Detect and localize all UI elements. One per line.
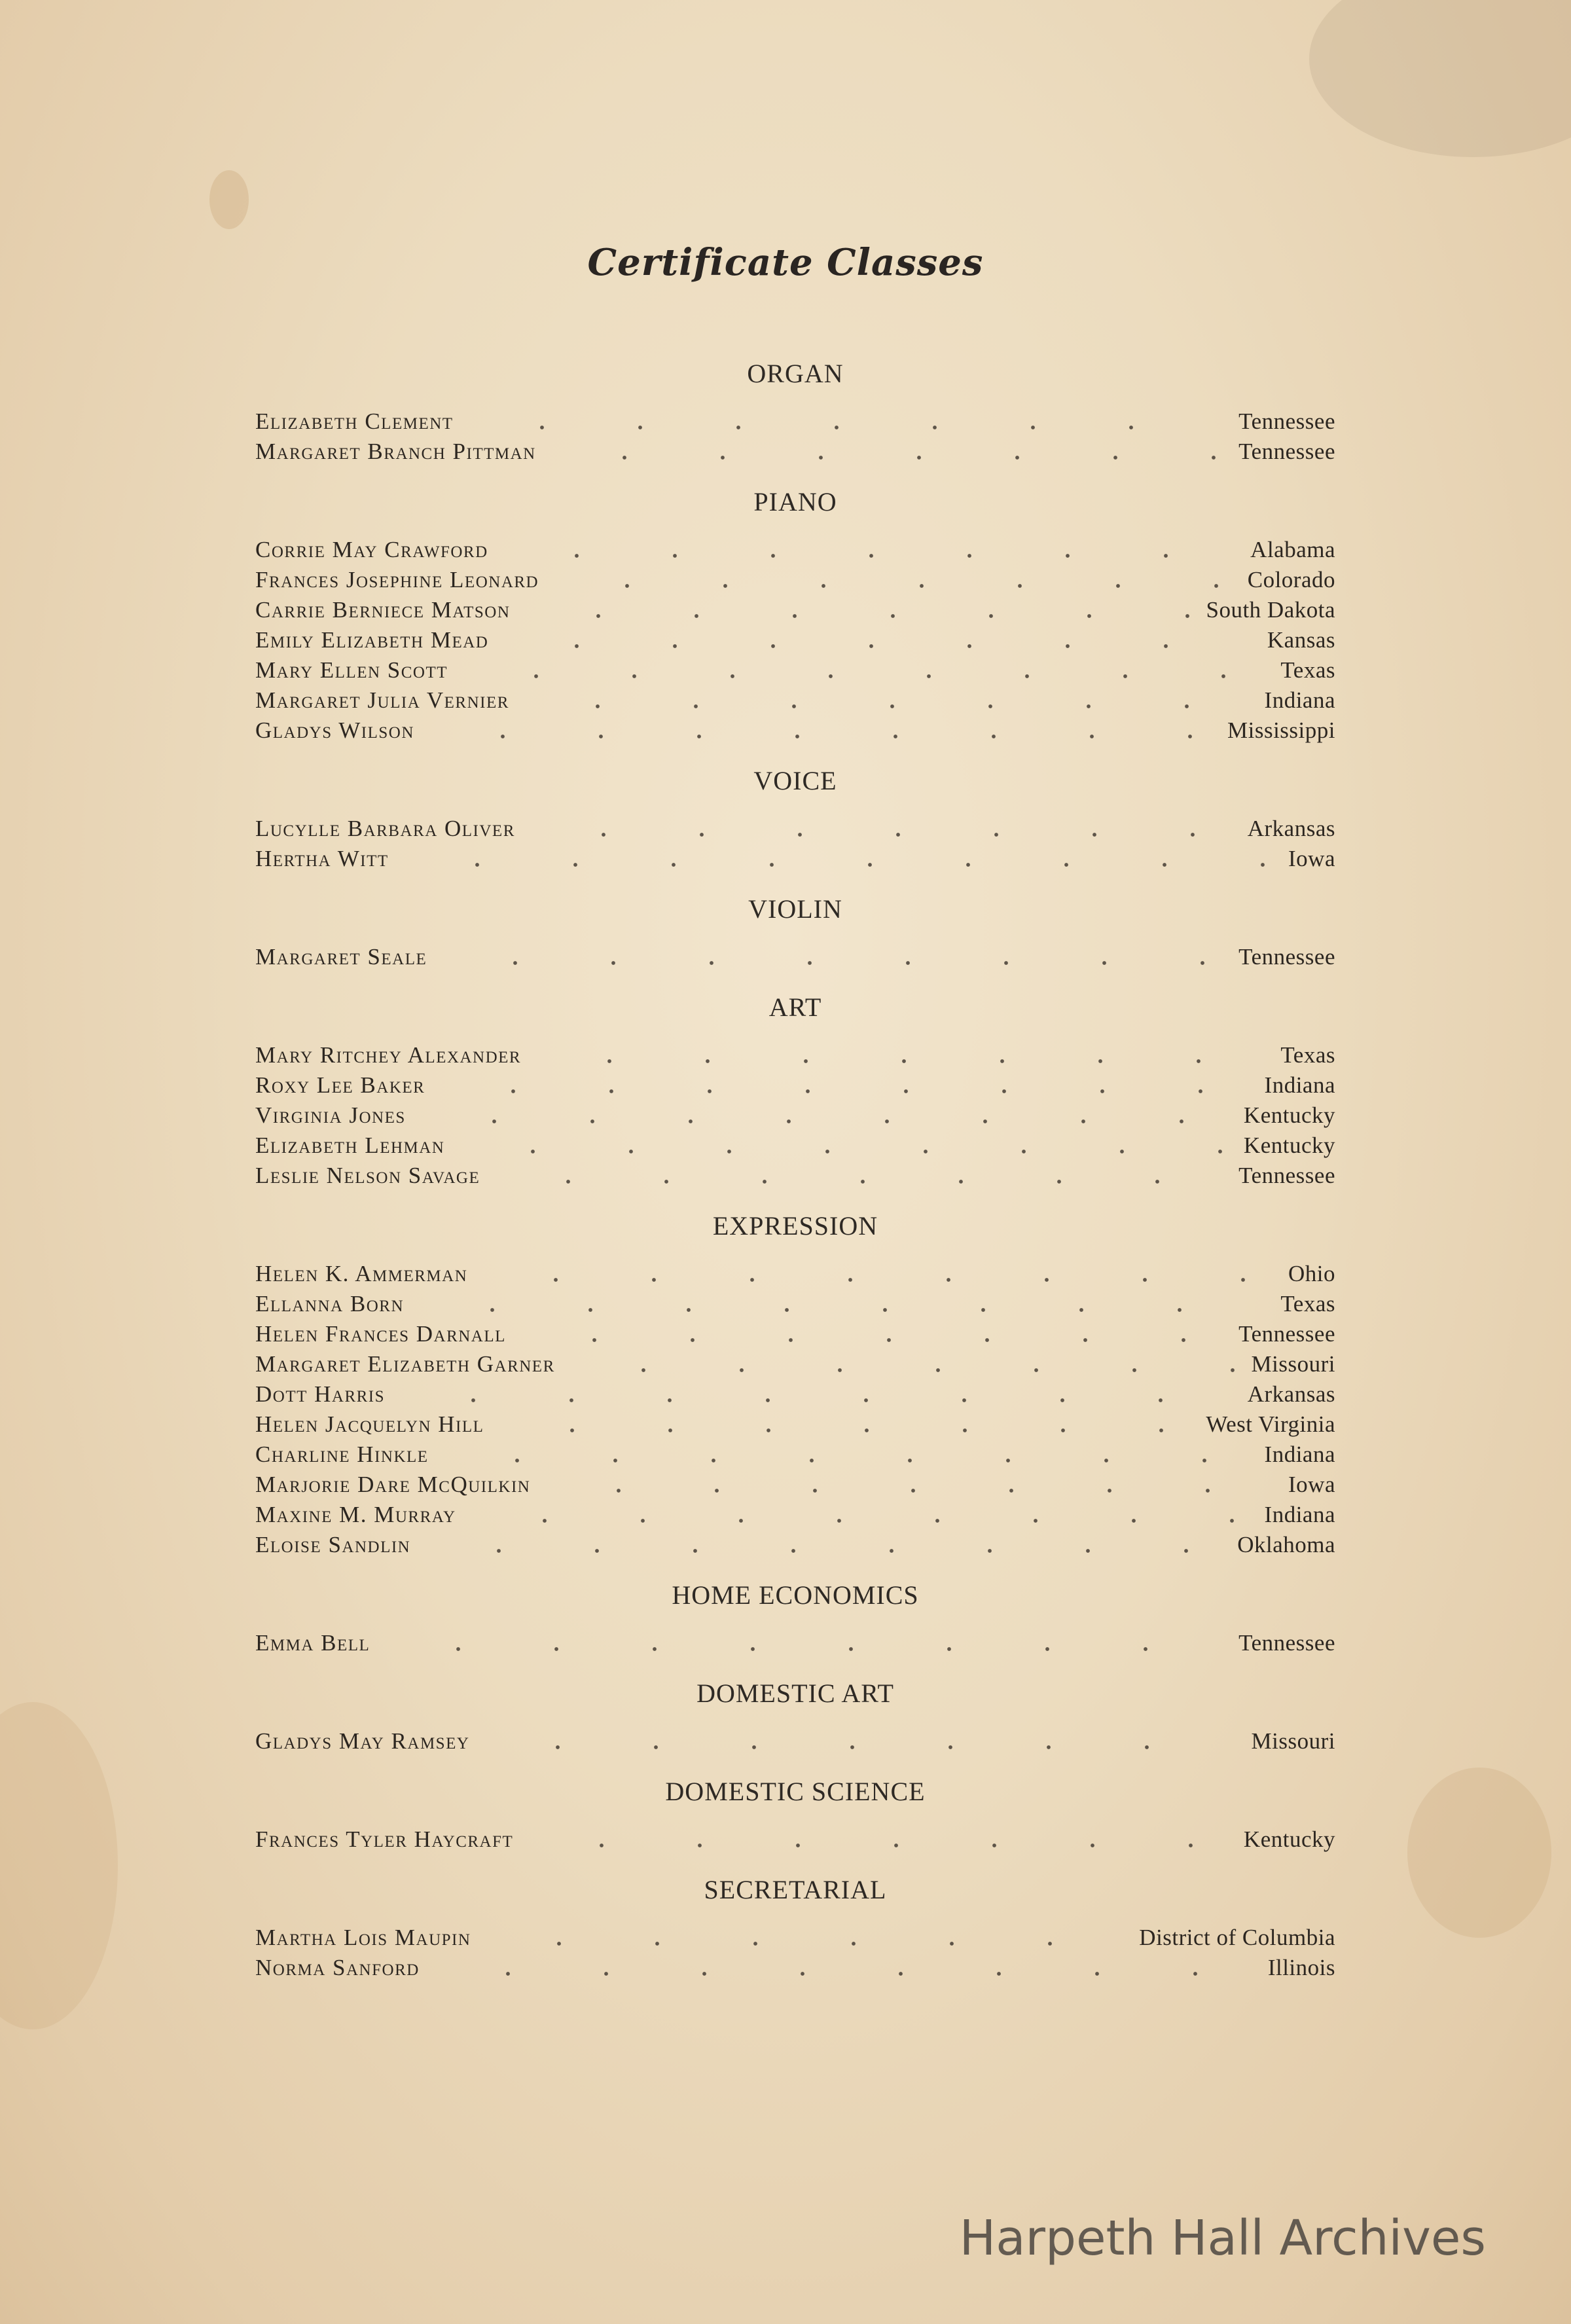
- student-state: Tennessee: [1238, 409, 1335, 434]
- student-name: Corrie May Crawford: [255, 537, 488, 562]
- list-item: [255, 844, 1335, 874]
- student-state: Missouri: [1251, 1351, 1335, 1377]
- certificate-list: [255, 357, 1335, 1983]
- dot-leader: [523, 613, 1193, 619]
- list-item: [255, 1349, 1335, 1379]
- student-state: Tennessee: [1238, 944, 1335, 970]
- student-state: Mississippi: [1227, 717, 1335, 743]
- student-state: Indiana: [1264, 687, 1335, 713]
- list-item: [255, 1040, 1335, 1070]
- dot-leader: [480, 1277, 1275, 1282]
- list-item: [255, 1628, 1335, 1658]
- section: [255, 1209, 1335, 1560]
- student-state: Tennessee: [1238, 1163, 1335, 1188]
- student-name: Dott Harris: [255, 1381, 386, 1407]
- student-state: Kentucky: [1243, 1102, 1335, 1128]
- student-name: Helen K. Ammerman: [255, 1261, 468, 1286]
- student-name: Hertha Witt: [255, 846, 389, 871]
- list-item: [255, 716, 1335, 746]
- student-name: Margaret Julia Vernier: [255, 687, 509, 713]
- section-heading: DOMESTIC ART: [696, 1679, 894, 1708]
- list-item: [255, 1726, 1335, 1756]
- student-name: Elizabeth Lehman: [255, 1133, 445, 1158]
- student-state: Iowa: [1288, 1472, 1335, 1497]
- dot-leader: [534, 1059, 1267, 1064]
- dot-leader: [417, 1307, 1267, 1313]
- student-name: Mary Ritchey Alexander: [255, 1042, 522, 1068]
- student-name: Eloise Sandlin: [255, 1532, 411, 1557]
- student-name: Gladys May Ramsey: [255, 1728, 470, 1754]
- dot-leader: [549, 455, 1225, 460]
- dot-leader: [482, 1745, 1238, 1750]
- section-heading: SECRETARIAL: [704, 1875, 887, 1904]
- section: [255, 357, 1335, 467]
- student-state: Texas: [1280, 1291, 1335, 1316]
- dot-leader: [440, 960, 1225, 966]
- student-state: West Virginia: [1206, 1411, 1335, 1437]
- student-name: Margaret Seale: [255, 944, 427, 970]
- section-heading: ORGAN: [747, 359, 844, 388]
- student-name: Gladys Wilson: [255, 717, 414, 743]
- section: [255, 1578, 1335, 1658]
- student-name: Margaret Branch Pittman: [255, 439, 536, 464]
- list-item: [255, 1289, 1335, 1319]
- student-state: Missouri: [1251, 1728, 1335, 1754]
- dot-leader: [526, 1843, 1231, 1848]
- section-heading: EXPRESSION: [712, 1211, 878, 1241]
- student-name: Emily Elizabeth Mead: [255, 627, 489, 653]
- student-state: Ohio: [1288, 1261, 1335, 1286]
- list-item: [255, 655, 1335, 685]
- student-name: Elizabeth Clement: [255, 409, 454, 434]
- student-name: Martha Lois Maupin: [255, 1925, 471, 1950]
- student-state: District of Columbia: [1139, 1925, 1335, 1950]
- paper-stain: [1407, 1768, 1551, 1938]
- dot-leader: [493, 1179, 1225, 1184]
- student-name: Marjorie Dare McQuilkin: [255, 1472, 531, 1497]
- list-item: [255, 595, 1335, 625]
- section-heading: DOMESTIC SCIENCE: [665, 1777, 926, 1806]
- list-item: [255, 1319, 1335, 1349]
- student-name: Norma Sanford: [255, 1955, 420, 1980]
- student-name: Mary Ellen Scott: [255, 657, 448, 683]
- student-state: South Dakota: [1206, 597, 1335, 623]
- list-item: [255, 625, 1335, 655]
- dot-leader: [484, 1941, 1126, 1946]
- student-name: Frances Tyler Haycraft: [255, 1826, 514, 1852]
- student-state: Texas: [1280, 1042, 1335, 1068]
- dot-leader: [497, 1428, 1193, 1433]
- dot-leader: [469, 1518, 1252, 1523]
- student-state: Alabama: [1250, 537, 1335, 562]
- dot-leader: [427, 734, 1214, 739]
- list-item: [255, 814, 1335, 844]
- list-item: [255, 1161, 1335, 1191]
- section: [255, 990, 1335, 1191]
- dot-leader: [543, 1488, 1275, 1493]
- list-item: [255, 535, 1335, 565]
- student-state: Tennessee: [1238, 1630, 1335, 1656]
- list-item: [255, 1131, 1335, 1161]
- student-state: Iowa: [1288, 846, 1335, 871]
- dot-leader: [402, 862, 1275, 867]
- section: [255, 1873, 1335, 1983]
- list-item: [255, 565, 1335, 595]
- student-state: Colorado: [1247, 567, 1335, 592]
- list-item: [255, 942, 1335, 972]
- student-state: Arkansas: [1247, 1381, 1335, 1407]
- list-item: [255, 437, 1335, 467]
- dot-leader: [424, 1548, 1224, 1553]
- student-name: Maxine M. Murray: [255, 1502, 456, 1527]
- section-heading: ART: [768, 992, 822, 1022]
- dot-leader: [383, 1646, 1225, 1652]
- student-name: Helen Jacquelyn Hill: [255, 1411, 484, 1437]
- paper-stain: [0, 1702, 118, 2029]
- list-item: [255, 685, 1335, 716]
- student-state: Kentucky: [1243, 1826, 1335, 1852]
- dot-leader: [461, 674, 1267, 679]
- dot-leader: [442, 1458, 1252, 1463]
- student-state: Oklahoma: [1237, 1532, 1335, 1557]
- dot-leader: [419, 1119, 1231, 1124]
- student-name: Charline Hinkle: [255, 1442, 429, 1467]
- dot-leader: [501, 553, 1238, 558]
- archive-watermark: Harpeth Hall Archives: [959, 2210, 1486, 2266]
- section-heading: VIOLIN: [748, 894, 842, 924]
- list-item: [255, 1530, 1335, 1560]
- section: [255, 485, 1335, 746]
- section: [255, 1775, 1335, 1855]
- student-name: Lucylle Barbara Oliver: [255, 816, 515, 841]
- list-item: [255, 1070, 1335, 1100]
- list-item: [255, 1440, 1335, 1470]
- student-state: Arkansas: [1247, 816, 1335, 841]
- list-item: [255, 1409, 1335, 1440]
- student-name: Helen Frances Darnall: [255, 1321, 506, 1347]
- dot-leader: [433, 1971, 1255, 1976]
- section: [255, 764, 1335, 874]
- dot-leader: [467, 425, 1226, 430]
- student-name: Leslie Nelson Savage: [255, 1163, 480, 1188]
- student-name: Emma Bell: [255, 1630, 370, 1656]
- list-item: [255, 1923, 1335, 1953]
- student-name: Margaret Elizabeth Garner: [255, 1351, 555, 1377]
- student-state: Illinois: [1267, 1955, 1335, 1980]
- section: [255, 892, 1335, 972]
- section: [255, 1677, 1335, 1756]
- list-item: [255, 1953, 1335, 1983]
- section-heading: HOME ECONOMICS: [672, 1580, 919, 1610]
- student-name: Frances Josephine Leonard: [255, 567, 539, 592]
- student-state: Texas: [1280, 657, 1335, 683]
- student-state: Tennessee: [1238, 439, 1335, 464]
- section-heading: VOICE: [753, 766, 837, 795]
- paper-stain: [209, 170, 249, 229]
- dot-leader: [501, 644, 1254, 649]
- student-name: Carrie Berniece Matson: [255, 597, 511, 623]
- student-state: Kansas: [1267, 627, 1335, 653]
- student-name: Roxy Lee Baker: [255, 1072, 425, 1098]
- list-item: [255, 407, 1335, 437]
- page-title: Certificate Classes: [587, 241, 984, 284]
- student-state: Indiana: [1264, 1072, 1335, 1098]
- list-item: [255, 1259, 1335, 1289]
- list-item: [255, 1470, 1335, 1500]
- student-name: Ellanna Born: [255, 1291, 405, 1316]
- student-name: Virginia Jones: [255, 1102, 406, 1128]
- dot-leader: [438, 1089, 1251, 1094]
- list-item: [255, 1500, 1335, 1530]
- dot-leader: [458, 1149, 1231, 1154]
- dot-leader: [528, 832, 1235, 837]
- list-item: [255, 1100, 1335, 1131]
- section-heading: PIANO: [753, 487, 837, 517]
- dot-leader: [552, 583, 1235, 589]
- paper-stain: [1309, 0, 1571, 157]
- dot-leader: [398, 1398, 1235, 1403]
- list-item: [255, 1825, 1335, 1855]
- dot-leader: [519, 1337, 1225, 1343]
- student-state: Indiana: [1264, 1442, 1335, 1467]
- list-item: [255, 1379, 1335, 1409]
- student-state: Tennessee: [1238, 1321, 1335, 1347]
- student-state: Indiana: [1264, 1502, 1335, 1527]
- student-state: Kentucky: [1243, 1133, 1335, 1158]
- dot-leader: [568, 1368, 1238, 1373]
- dot-leader: [522, 704, 1252, 709]
